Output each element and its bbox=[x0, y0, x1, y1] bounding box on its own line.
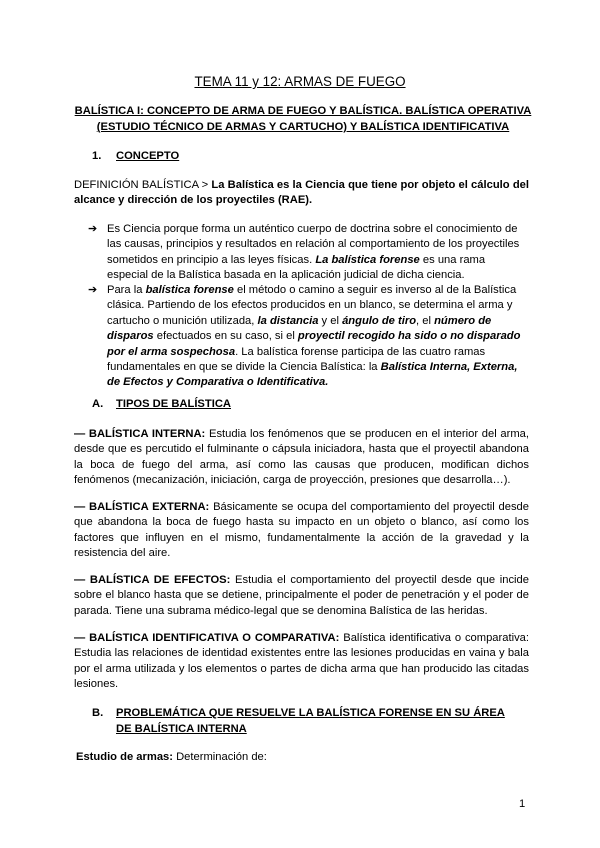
bullet-2-text bbox=[107, 283, 521, 391]
bullet-2-part: Para la bbox=[107, 284, 146, 296]
balistica-identificativa-paragraph bbox=[74, 631, 529, 692]
balistica-externa-text: Básicamente se ocupa del comportamiento del proyectil desde que abandona la boca de fuego hasta su impacto en un objeto o blanco, así como los factores que influyen en el mismo, fundamentalmente la acción de la gravedad y la resistencia del aire. bbox=[74, 501, 529, 559]
bullet-2-emphasis: balística forense bbox=[145, 284, 234, 296]
balistica-externa-heading: — BALÍSTICA EXTERNA: bbox=[74, 501, 210, 513]
balistica-externa-paragraph bbox=[74, 500, 529, 561]
section-a-label: TIPOS DE BALÍSTICA bbox=[116, 398, 231, 410]
section-a-heading bbox=[92, 398, 231, 410]
bullet-1-text bbox=[107, 222, 521, 284]
section-1-number: 1. bbox=[92, 150, 102, 162]
section-1-heading bbox=[92, 150, 179, 162]
page-number: 1 bbox=[519, 798, 526, 810]
bullet-1-part: Es Ciencia porque forma un auténtico cuerpo de doctrina sobre el conocimiento de las causas, principios y resultados en relación al comportamiento de los proyectiles sometidos en principio a las leyes físicas. bbox=[107, 223, 520, 266]
section-1-label: CONCEPTO bbox=[116, 150, 180, 162]
balistica-interna-paragraph bbox=[74, 427, 529, 488]
bullet-2-part: y el bbox=[318, 314, 343, 327]
balistica-identificativa-heading: — BALÍSTICA IDENTIFICATIVA O COMPARATIVA: bbox=[74, 632, 340, 644]
bullet-2-part: . La balística forense participa de las cuatro ramas fundamentales en que se divide la Ciencia Balística: la bbox=[107, 345, 486, 374]
bullet-2-emphasis: proyectil recogido ha sido o no disparado por el arma sospechosa bbox=[107, 330, 521, 358]
section-b-number: B. bbox=[92, 707, 104, 719]
estudio-de-armas-line bbox=[76, 750, 531, 765]
definition-paragraph bbox=[74, 178, 529, 209]
estudio-de-armas-text: Determinación de: bbox=[172, 751, 267, 763]
balistica-interna-heading: — BALÍSTICA INTERNA: bbox=[74, 428, 206, 440]
bullet-2-part: el método o camino a seguir es inverso al de la Balística clásica. Partiendo de los efectos producidos en un blanco, se determina el arma y cartucho o munición utilizada, bbox=[107, 284, 517, 327]
section-b-heading bbox=[92, 705, 522, 737]
arrow-bullet-icon: ➔ bbox=[88, 284, 98, 296]
document-subtitle: BALÍSTICA I: CONCEPTO DE ARMA DE FUEGO Y BALÍSTICA. BALÍSTICA OPERATIVA (ESTUDIO TÉCNICO DE ARMAS Y CARTUCHO) Y BALÍSTICA IDENTIFICATIVA bbox=[74, 105, 532, 133]
bullet-1-part: es una rama especial de la Balística basada en la aplicación judicial de dicha ciencia. bbox=[107, 253, 486, 282]
bullet-2-part: efectuados en su caso, si el bbox=[153, 330, 298, 343]
section-b-label: PROBLEMÁTICA QUE RESUELVE LA BALÍSTICA FORENSE EN SU ÁREA DE BALÍSTICA INTERNA bbox=[116, 707, 505, 735]
bullet-2-part: , el bbox=[416, 314, 435, 327]
balistica-identificativa-text: Balística identificativa o comparativa: Estudia las relaciones de identidad existentes entre las lesiones producidas en vaina y bala por el arma utilizada y los elementos o partes de dicha arma que han producido las citadas lesiones. bbox=[74, 632, 529, 690]
definition-bold: La Balística es la Ciencia que tiene por objeto el cálculo del alcance y dirección de los proyectiles (RAE). bbox=[74, 179, 529, 207]
bullet-1-emphasis: La balística forense bbox=[315, 253, 420, 266]
document-title: TEMA 11 y 12: ARMAS DE FUEGO bbox=[194, 74, 406, 89]
section-a-number: A. bbox=[92, 398, 104, 410]
balistica-efectos-heading: — BALÍSTICA DE EFECTOS: bbox=[74, 574, 231, 586]
balistica-interna-text: Estudia los fenómenos que se producen en el interior del arma, desde que es percutido el fulminante o cápsula iniciadora, hasta que el proyectil abandona la boca de fuego del arma, así como las causas que producen, modifican dichos fenómenos (mecanización, iniciación, carga de proyección, presiones que desarrolla…). bbox=[74, 428, 529, 486]
bullet-2-emphasis: ángulo de tiro bbox=[342, 314, 417, 327]
bullet-2-emphasis: número de disparos bbox=[107, 314, 492, 343]
arrow-bullet-icon: ➔ bbox=[88, 223, 98, 235]
bullet-2-emphasis: la distancia bbox=[257, 314, 319, 327]
balistica-efectos-paragraph bbox=[74, 573, 529, 619]
balistica-efectos-text: Estudia el comportamiento del proyectil desde que incide sobre el blanco hasta que se detiene, principalmente el poder de penetración y el poder de parada. Tiene una subrama médico-legal que se denomina Balística de las heridas. bbox=[74, 574, 529, 617]
definition-prefix: DEFINICIÓN BALÍSTICA > bbox=[74, 179, 212, 191]
bullet-2-emphasis: Balística Interna, Externa, de Efectos y Comparativa o Identificativa. bbox=[107, 361, 518, 389]
estudio-de-armas-label: Estudio de armas: bbox=[76, 751, 173, 763]
